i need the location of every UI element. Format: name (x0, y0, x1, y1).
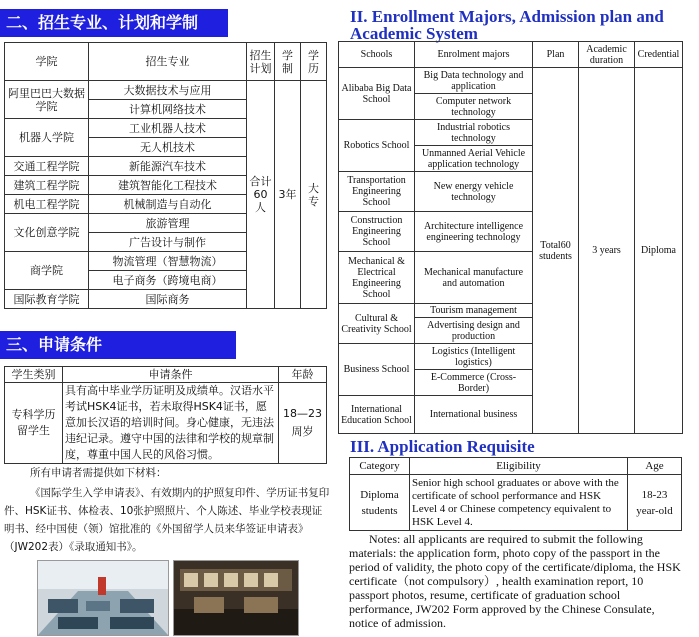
credential-cell: Diploma (635, 68, 683, 434)
notes-body-cn: 《国际学生入学申请表》、有效期内的护照复印件、学历证书复印件、HSK证书、体检表、10张护照照片、个人陈述、毕业学校表现证明书、经中国使（领）馆批准的《外国留学人员来华签证申请表》（JW202表）《录取通知书》。 (4, 487, 330, 553)
major-cell: 大数据技术与应用 (89, 81, 247, 100)
school-cell: International Education School (339, 396, 415, 434)
requisite-table-cn (4, 366, 327, 464)
header-major: 招生专业 (89, 43, 247, 81)
major-cell: 工业机器人技术 (89, 119, 247, 138)
school-cell: Business School (339, 344, 415, 396)
age-cell: 18-23 year-old (628, 475, 682, 531)
school-cell: 国际教育学院 (5, 290, 89, 309)
eligibility-cell: Senior high school graduates or above with the certificate of school performance and HSK Level 4 or Chinese competency equivalent to HSK Level 4. (410, 475, 628, 531)
header-duration: 学制 (275, 43, 301, 81)
major-cell: 广告设计与制作 (89, 233, 247, 252)
school-cell: 机电工程学院 (5, 195, 89, 214)
major-cell: 机械制造与自动化 (89, 195, 247, 214)
major-cell: International business (415, 396, 533, 434)
major-cell: Computer network technology (415, 94, 533, 120)
major-cell: New energy vehicle technology (415, 172, 533, 212)
major-cell: 电子商务（跨境电商） (89, 271, 247, 290)
school-cell: Alibaba Big Data School (339, 68, 415, 120)
header-school: 学院 (5, 43, 89, 81)
major-cell: Tourism management (415, 304, 533, 318)
plan-cell: 合计60人 (247, 81, 275, 309)
header-credential: 学历 (301, 43, 327, 81)
header-age: Age (628, 458, 682, 475)
header-category: 学生类别 (5, 367, 63, 383)
header-credential: Credential (635, 42, 683, 68)
school-cell: 交通工程学院 (5, 157, 89, 176)
training-lab-photo (37, 560, 169, 636)
school-cell: 文化创意学院 (5, 214, 89, 252)
major-cell: 物流管理（智慧物流） (89, 252, 247, 271)
school-cell: 机器人学院 (5, 119, 89, 157)
category-cell: 专科学历留学生 (5, 383, 63, 464)
major-cell: E-Commerce (Cross-Border) (415, 370, 533, 396)
section3-title-cn: 三、申请条件 (0, 331, 236, 359)
school-cell: Cultural & Creativity School (339, 304, 415, 344)
duration-cell: 3年 (275, 81, 301, 309)
major-cell: Unmanned Aerial Vehicle application technology (415, 146, 533, 172)
age-cell: 18—23周岁 (279, 383, 327, 464)
majors-table-cn (4, 42, 327, 309)
major-cell: 无人机技术 (89, 138, 247, 157)
major-cell: 旅游管理 (89, 214, 247, 233)
duration-cell: 3 years (579, 68, 635, 434)
major-cell: Industrial robotics technology (415, 120, 533, 146)
school-cell: 建筑工程学院 (5, 176, 89, 195)
major-cell: 国际商务 (89, 290, 247, 309)
major-cell: 计算机网络技术 (89, 100, 247, 119)
section2-title-en: II. Enrollment Majors, Admission plan and Academic System (350, 7, 664, 43)
header-schools: Schools (339, 42, 415, 68)
school-cell: Mechanical & Electrical Engineering School (339, 252, 415, 304)
header-eligibility: Eligibility (410, 458, 628, 475)
major-cell: Mechanical manufacture and automation (415, 252, 533, 304)
header-majors: Enrolment majors (415, 42, 533, 68)
workshop-photo (173, 560, 299, 636)
credential-cell: 大专 (301, 81, 327, 309)
condition-cell: 具有高中毕业学历证明及成绩单。汉语水平考试HSK4证书，若未取得HSK4证书，愿意加长汉语的培训时间。身心健康，无违法违纪记录。遵守中国的法律和学校的规章制度，尊重中国人民的风俗习惯。 (63, 383, 279, 464)
major-cell: Big Data technology and application (415, 68, 533, 94)
school-cell: 阿里巴巴大数据学院 (5, 81, 89, 119)
notes-lead-cn: 所有申请者需提供如下材料： (30, 467, 167, 479)
major-cell: 建筑智能化工程技术 (89, 176, 247, 195)
school-cell: Robotics School (339, 120, 415, 172)
header-condition: 申请条件 (63, 367, 279, 383)
section2-title-cn: 二、招生专业、计划和学制 (0, 9, 228, 37)
header-plan: Plan (533, 42, 579, 68)
major-cell: Architecture intelligence engineering technology (415, 212, 533, 252)
header-age: 年龄 (279, 367, 327, 383)
header-duration: Academic duration (579, 42, 635, 68)
header-category: Category (350, 458, 410, 475)
section3-title-en: III. Application Requisite (350, 437, 535, 456)
school-cell: 商学院 (5, 252, 89, 290)
requisite-table-en (349, 457, 682, 531)
plan-cell: Total60 students (533, 68, 579, 434)
major-cell: Logistics (Intelligent logistics) (415, 344, 533, 370)
header-plan: 招生计划 (247, 43, 275, 81)
major-cell: Advertising design and production (415, 318, 533, 344)
category-cell: Diploma students (350, 475, 410, 531)
major-cell: 新能源汽车技术 (89, 157, 247, 176)
majors-table-en (338, 41, 683, 434)
school-cell: Construction Engineering School (339, 212, 415, 252)
school-cell: Transportation Engineering School (339, 172, 415, 212)
notes-en: Notes: all applicants are required to submit the following materials: the application form, photo copy of the passport in the period of validity, the photo copy of the certificate/diploma, the HSK certificate（not compulsory）, health examination report, 10 passport photos, resume, certificate of graduation school performance, JW202 Form approved by the Chinese Consulate, notice of admission. (349, 532, 681, 630)
